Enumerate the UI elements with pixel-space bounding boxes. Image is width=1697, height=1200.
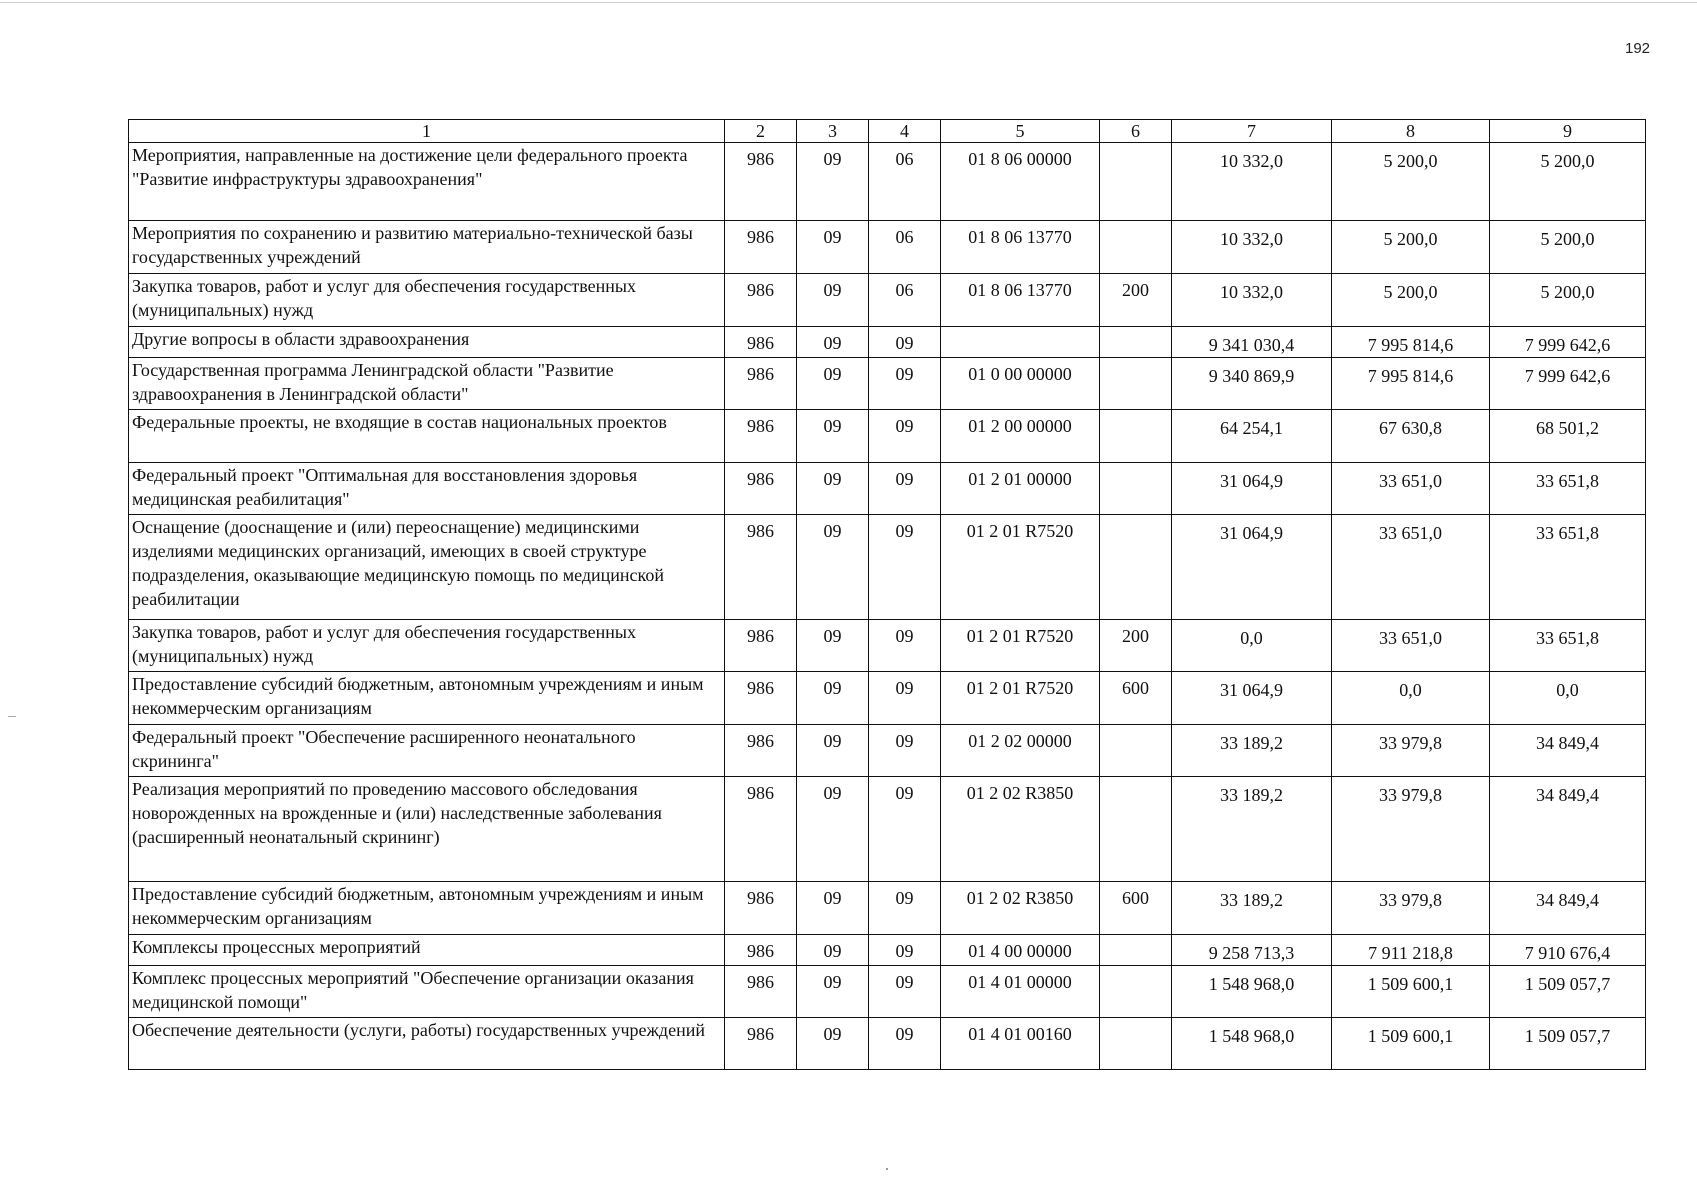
header-cell: 6 <box>1100 120 1172 143</box>
cell-c5: 01 8 06 13770 <box>941 221 1100 274</box>
cell-c3: 09 <box>797 882 869 935</box>
cell-c5: 01 2 02 R3850 <box>941 882 1100 935</box>
cell-c7: 31 064,9 <box>1172 463 1332 515</box>
cell-c5: 01 8 06 00000 <box>941 143 1100 221</box>
cell-c5 <box>941 327 1100 358</box>
cell-c2: 986 <box>725 777 797 882</box>
cell-c9: 7 999 642,6 <box>1490 358 1646 410</box>
cell-c6 <box>1100 966 1172 1018</box>
cell-c6: 200 <box>1100 274 1172 327</box>
cell-c6 <box>1100 725 1172 777</box>
cell-c6 <box>1100 358 1172 410</box>
table-row <box>129 221 1646 274</box>
cell-c3: 09 <box>797 221 869 274</box>
row-name: Мероприятия, направленные на достижение цели федерального проекта "Развитие инфраструктуры здравоохранения" <box>129 143 725 221</box>
cell-c8: 7 995 814,6 <box>1332 358 1490 410</box>
cell-c2: 986 <box>725 358 797 410</box>
row-name: Предоставление субсидий бюджетным, автономным учреждениям и иным некоммерческим организациям <box>129 882 725 935</box>
cell-c9: 5 200,0 <box>1490 221 1646 274</box>
row-name: Другие вопросы в области здравоохранения <box>129 327 725 358</box>
cell-c9: 68 501,2 <box>1490 410 1646 463</box>
cell-c5: 01 2 02 R3850 <box>941 777 1100 882</box>
cell-c3: 09 <box>797 725 869 777</box>
cell-c8: 33 651,0 <box>1332 463 1490 515</box>
cell-c8: 33 651,0 <box>1332 515 1490 620</box>
cell-c9: 34 849,4 <box>1490 882 1646 935</box>
cell-c9: 33 651,8 <box>1490 620 1646 672</box>
cell-c8: 33 979,8 <box>1332 882 1490 935</box>
cell-c8: 5 200,0 <box>1332 143 1490 221</box>
cell-c2: 986 <box>725 515 797 620</box>
cell-c9: 34 849,4 <box>1490 777 1646 882</box>
cell-c3: 09 <box>797 515 869 620</box>
cell-c3: 09 <box>797 777 869 882</box>
table-row <box>129 966 1646 1018</box>
row-name: Закупка товаров, работ и услуг для обеспечения государственных (муниципальных) нужд <box>129 274 725 327</box>
row-name: Комплекс процессных мероприятий "Обеспечение организации оказания медицинской помощи" <box>129 966 725 1018</box>
cell-c4: 09 <box>869 463 941 515</box>
cell-c9: 5 200,0 <box>1490 143 1646 221</box>
table-row <box>129 410 1646 463</box>
table-row <box>129 672 1646 725</box>
row-name: Обеспечение деятельности (услуги, работы) государственных учреждений <box>129 1018 725 1070</box>
header-cell: 5 <box>941 120 1100 143</box>
cell-c7: 1 548 968,0 <box>1172 966 1332 1018</box>
cell-c5: 01 2 01 R7520 <box>941 620 1100 672</box>
cell-c4: 09 <box>869 966 941 1018</box>
cell-c4: 09 <box>869 410 941 463</box>
cell-c8: 5 200,0 <box>1332 221 1490 274</box>
cell-c8: 7 911 218,8 <box>1332 935 1490 966</box>
scan-edge-line <box>0 2 1697 3</box>
row-name: Государственная программа Ленинградской области "Развитие здравоохранения в Ленинградской области" <box>129 358 725 410</box>
cell-c2: 986 <box>725 1018 797 1070</box>
cell-c2: 986 <box>725 725 797 777</box>
cell-c5: 01 2 02 00000 <box>941 725 1100 777</box>
cell-c6: 600 <box>1100 882 1172 935</box>
cell-c4: 09 <box>869 725 941 777</box>
cell-c2: 986 <box>725 327 797 358</box>
cell-c6 <box>1100 143 1172 221</box>
cell-c4: 09 <box>869 882 941 935</box>
cell-c6 <box>1100 515 1172 620</box>
cell-c8: 33 979,8 <box>1332 777 1490 882</box>
table-row <box>129 620 1646 672</box>
cell-c8: 5 200,0 <box>1332 274 1490 327</box>
cell-c6: 600 <box>1100 672 1172 725</box>
table-row <box>129 327 1646 358</box>
table-row <box>129 358 1646 410</box>
scan-artifact-dot <box>886 1168 888 1170</box>
cell-c7: 9 341 030,4 <box>1172 327 1332 358</box>
page-number: 192 <box>1625 40 1651 57</box>
cell-c3: 09 <box>797 410 869 463</box>
row-name: Комплексы процессных мероприятий <box>129 935 725 966</box>
scan-artifact-mark <box>8 716 16 717</box>
table-row <box>129 725 1646 777</box>
cell-c6 <box>1100 221 1172 274</box>
header-cell: 4 <box>869 120 941 143</box>
cell-c5: 01 8 06 13770 <box>941 274 1100 327</box>
cell-c3: 09 <box>797 672 869 725</box>
cell-c6 <box>1100 463 1172 515</box>
header-cell: 8 <box>1332 120 1490 143</box>
table-row <box>129 274 1646 327</box>
cell-c4: 06 <box>869 221 941 274</box>
cell-c2: 986 <box>725 672 797 725</box>
cell-c8: 33 979,8 <box>1332 725 1490 777</box>
cell-c9: 1 509 057,7 <box>1490 1018 1646 1070</box>
cell-c7: 0,0 <box>1172 620 1332 672</box>
cell-c4: 06 <box>869 274 941 327</box>
cell-c3: 09 <box>797 358 869 410</box>
cell-c2: 986 <box>725 966 797 1018</box>
cell-c8: 67 630,8 <box>1332 410 1490 463</box>
table-row <box>129 882 1646 935</box>
table-body <box>129 120 1646 1070</box>
cell-c3: 09 <box>797 966 869 1018</box>
row-name: Закупка товаров, работ и услуг для обеспечения государственных (муниципальных) нужд <box>129 620 725 672</box>
cell-c4: 09 <box>869 358 941 410</box>
header-cell: 7 <box>1172 120 1332 143</box>
cell-c3: 09 <box>797 327 869 358</box>
table-header-row <box>129 120 1646 143</box>
cell-c7: 64 254,1 <box>1172 410 1332 463</box>
cell-c6 <box>1100 1018 1172 1070</box>
table-row <box>129 143 1646 221</box>
cell-c9: 1 509 057,7 <box>1490 966 1646 1018</box>
cell-c2: 986 <box>725 935 797 966</box>
table-row <box>129 935 1646 966</box>
cell-c3: 09 <box>797 935 869 966</box>
cell-c3: 09 <box>797 143 869 221</box>
cell-c8: 1 509 600,1 <box>1332 1018 1490 1070</box>
cell-c3: 09 <box>797 1018 869 1070</box>
row-name: Федеральные проекты, не входящие в состав национальных проектов <box>129 410 725 463</box>
cell-c6 <box>1100 410 1172 463</box>
cell-c7: 1 548 968,0 <box>1172 1018 1332 1070</box>
cell-c5: 01 2 01 R7520 <box>941 672 1100 725</box>
cell-c7: 33 189,2 <box>1172 882 1332 935</box>
header-cell: 2 <box>725 120 797 143</box>
cell-c2: 986 <box>725 143 797 221</box>
cell-c7: 31 064,9 <box>1172 672 1332 725</box>
cell-c4: 09 <box>869 327 941 358</box>
cell-c8: 33 651,0 <box>1332 620 1490 672</box>
cell-c5: 01 0 00 00000 <box>941 358 1100 410</box>
cell-c6 <box>1100 935 1172 966</box>
header-cell: 3 <box>797 120 869 143</box>
row-name: Мероприятия по сохранению и развитию материально-технической базы государственных учреждений <box>129 221 725 274</box>
cell-c3: 09 <box>797 620 869 672</box>
cell-c9: 0,0 <box>1490 672 1646 725</box>
cell-c3: 09 <box>797 274 869 327</box>
table-row <box>129 777 1646 882</box>
cell-c9: 7 910 676,4 <box>1490 935 1646 966</box>
cell-c8: 0,0 <box>1332 672 1490 725</box>
cell-c5: 01 4 01 00160 <box>941 1018 1100 1070</box>
cell-c4: 09 <box>869 620 941 672</box>
cell-c7: 33 189,2 <box>1172 725 1332 777</box>
cell-c2: 986 <box>725 410 797 463</box>
budget-table <box>128 119 1646 1070</box>
header-cell: 1 <box>129 120 725 143</box>
table-row <box>129 463 1646 515</box>
cell-c6: 200 <box>1100 620 1172 672</box>
cell-c2: 986 <box>725 620 797 672</box>
row-name: Федеральный проект "Обеспечение расширенного неонатального скрининга" <box>129 725 725 777</box>
row-name: Реализация мероприятий по проведению массового обследования новорожденных на врожденные и (или) наследственные заболевания (расширенный неонатальный скрининг) <box>129 777 725 882</box>
cell-c4: 09 <box>869 515 941 620</box>
cell-c9: 5 200,0 <box>1490 274 1646 327</box>
cell-c2: 986 <box>725 463 797 515</box>
cell-c7: 10 332,0 <box>1172 143 1332 221</box>
header-cell: 9 <box>1490 120 1646 143</box>
cell-c8: 7 995 814,6 <box>1332 327 1490 358</box>
cell-c7: 33 189,2 <box>1172 777 1332 882</box>
row-name: Оснащение (дооснащение и (или) переоснащение) медицинскими изделиями медицинских организаций, имеющих в своей структуре подразделения, оказывающие медицинскую помощь по медицинской реабилитации <box>129 515 725 620</box>
cell-c8: 1 509 600,1 <box>1332 966 1490 1018</box>
cell-c6 <box>1100 777 1172 882</box>
cell-c5: 01 2 01 R7520 <box>941 515 1100 620</box>
cell-c9: 7 999 642,6 <box>1490 327 1646 358</box>
cell-c5: 01 4 00 00000 <box>941 935 1100 966</box>
cell-c4: 06 <box>869 143 941 221</box>
cell-c4: 09 <box>869 935 941 966</box>
cell-c9: 34 849,4 <box>1490 725 1646 777</box>
cell-c7: 9 258 713,3 <box>1172 935 1332 966</box>
cell-c5: 01 2 01 00000 <box>941 463 1100 515</box>
cell-c7: 31 064,9 <box>1172 515 1332 620</box>
table-row <box>129 515 1646 620</box>
cell-c5: 01 4 01 00000 <box>941 966 1100 1018</box>
cell-c9: 33 651,8 <box>1490 463 1646 515</box>
cell-c4: 09 <box>869 672 941 725</box>
cell-c4: 09 <box>869 777 941 882</box>
cell-c4: 09 <box>869 1018 941 1070</box>
cell-c3: 09 <box>797 463 869 515</box>
cell-c6 <box>1100 327 1172 358</box>
cell-c7: 9 340 869,9 <box>1172 358 1332 410</box>
cell-c9: 33 651,8 <box>1490 515 1646 620</box>
cell-c2: 986 <box>725 221 797 274</box>
cell-c7: 10 332,0 <box>1172 221 1332 274</box>
cell-c2: 986 <box>725 882 797 935</box>
cell-c5: 01 2 00 00000 <box>941 410 1100 463</box>
cell-c7: 10 332,0 <box>1172 274 1332 327</box>
cell-c2: 986 <box>725 274 797 327</box>
table-row <box>129 1018 1646 1070</box>
row-name: Федеральный проект "Оптимальная для восстановления здоровья медицинская реабилитация" <box>129 463 725 515</box>
row-name: Предоставление субсидий бюджетным, автономным учреждениям и иным некоммерческим организациям <box>129 672 725 725</box>
